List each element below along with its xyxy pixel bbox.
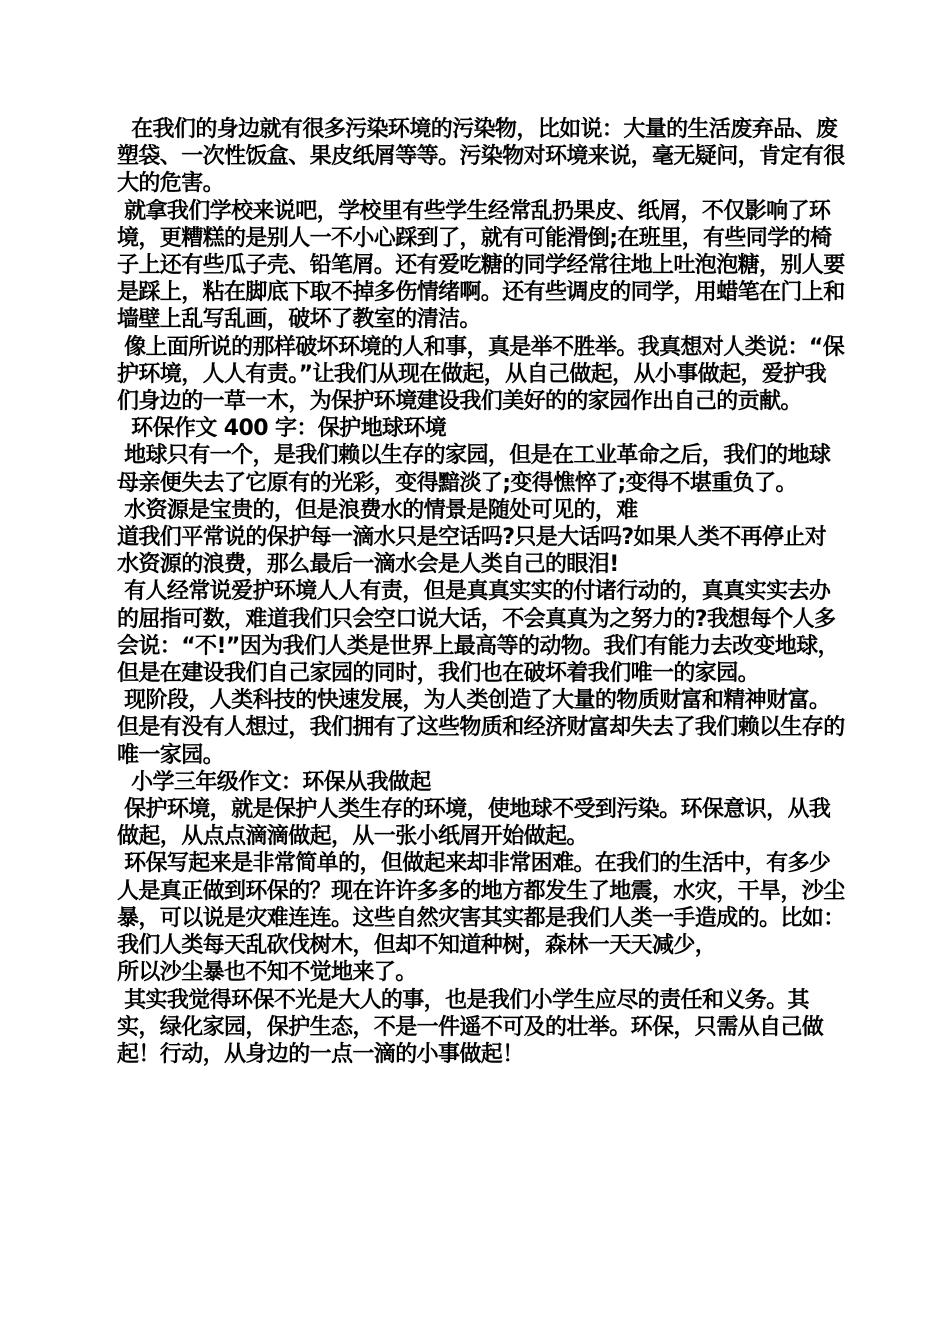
paragraph-6: 有人经常说爱护环境人人有责，但是真真实实的付诸行动的，真真实实去办的屈指可数，难道我们只会空口说大话，不会真真为之努力的?我想每个人多会说：“不!”因为我们人类是世界上最高等的动物。我们有能力去改变地球，但是在建设我们自己家园的同时，我们也在破坏着我们唯一的家园。 [117, 579, 839, 687]
document-body [117, 116, 847, 1068]
paragraph-8: 保护环境，就是保护人类生存的环境，使地球不受到污染。环保意识，从我做起，从点点滴滴做起，从一张小纸屑开始做起。 [117, 797, 831, 850]
paragraph-9: 环保写起来是非常简单的，但做起来却非常困难。在我们的生活中，有多少人是真正做到环保的？现在许许多多的地方都发生了地震，水灾，干旱，沙尘暴，可以说是灾难连连。这些自然灾害其实都是我们人类一手造成的。比如：我们人类每天乱砍伐树木，但却不知道种树，森林一天天减少， 所以沙尘暴也不知不觉地来了。 [117, 851, 845, 986]
paragraph-2: 就拿我们学校来说吧，学校里有些学生经常乱扔果皮、纸屑，不仅影响了环境，更糟糕的是别人一不小心踩到了，就有可能滑倒;在班里，有些同学的椅子上还有些瓜子壳、铅笔屑。还有爱吃糖的同学经常往地上吐泡泡糖，别人要是踩上，粘在脚底下取不掉多伤情绪啊。还有些调皮的同学，用蜡笔在门上和墙壁上乱写乱画，破坏了教室的清洁。 [117, 198, 845, 333]
paragraph-1: 在我们的身边就有很多污染环境的污染物，比如说：大量的生活废弃品、废塑袋、一次性饭盒、果皮纸屑等等。污染物对环境来说，毫无疑问，肯定有很大的危害。 [117, 117, 845, 197]
paragraph-5: 水资源是宝贵的，但是浪费水的情景是随处可见的，难 道我们平常说的保护每一滴水只是空话吗?只是大话吗?如果人类不再停止对水资源的浪费，那么最后一滴水会是人类自己的眼泪! [117, 497, 827, 578]
section-heading-2: 小学三年级作文：环保从我做起 [117, 769, 431, 795]
paragraph-7: 现阶段，人类科技的快速发展，为人类创造了大量的物质财富和精神财富。但是有没有人想过，我们拥有了这些物质和经济财富却失去了我们赖以生存的唯一家园。 [117, 688, 845, 768]
section-heading-1: 环保作文 400 字：保护地球环境 [117, 416, 447, 442]
paragraph-4: 地球只有一个，是我们赖以生存的家园，但是在工业革命之后，我们的地球母亲便失去了它原有的光彩，变得黯淡了;变得憔悴了;变得不堪重负了。 [117, 443, 831, 496]
paragraph-10: 其实我觉得环保不光是大人的事，也是我们小学生应尽的责任和义务。其实，绿化家园，保护生态，不是一件遥不可及的壮举。环保，只需从自己做起！行动，从身边的一点一滴的小事做起！ [117, 987, 824, 1067]
paragraph-3: 像上面所说的那样破坏环境的人和事，真是举不胜举。我真想对人类说：“保护环境，人人有责。”让我们从现在做起，从自己做起，从小事做起，爱护我们身边的一草一木，为保护环境建设我们美好的的家园作出自己的贡献。 [117, 334, 845, 415]
